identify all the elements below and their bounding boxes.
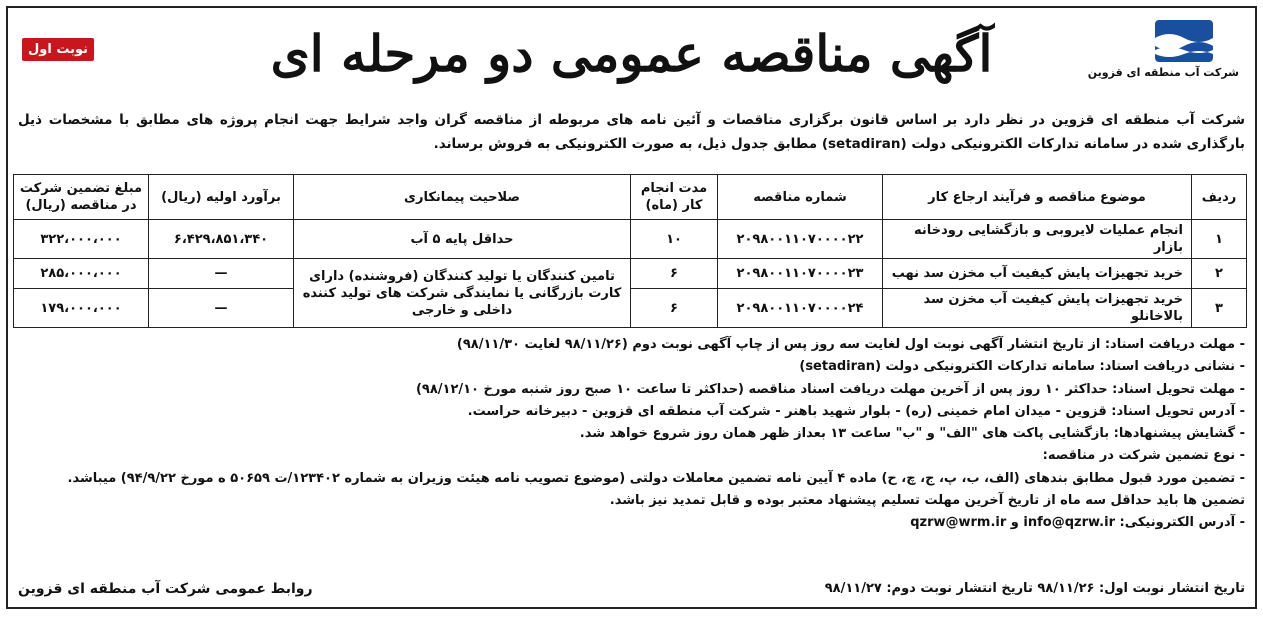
row-estimate: — — [149, 289, 294, 328]
note-delivery-deadline: - مهلت تحویل اسناد: حداکثر ۱۰ روز پس از آخرین مهلت دریافت اسناد مناقصه (حداکثر تا ساعت ۱۰ صبح روز شنبه مورخ ۹۸/۱۲/۱۰) — [415, 381, 1245, 397]
note-guarantee-terms: - تضمین مورد قبول مطابق بندهای (الف، ب، پ، ج، چ، ح) ماده ۴ آیین نامه تضمین معاملات دولتی (موضوع تصویب نامه هیئت وزیران به شماره ۱۲۳۴۰۲/ت ۵۰۶۵۹ ه مورخ ۹۴/۹/۲۲) میباشد. — [67, 470, 1245, 486]
row-duration: ۱۰ — [631, 220, 718, 259]
note-guarantee-validity: تضمین ها باید حداقل سه ماه از تاریخ آخرین مهلت تسلیم پیشنهاد معتبر بوده و قابل تمدید نیز باشد. — [609, 493, 1245, 509]
row-tender-number: ۲۰۹۸۰۰۱۱۰۷۰۰۰۰۲۳ — [718, 259, 883, 289]
row-subject: انجام عملیات لایروبی و بازگشایی رودخانه بازار — [883, 220, 1192, 259]
row-guarantee: ۳۲۲،۰۰۰،۰۰۰ — [14, 220, 149, 259]
row-qualification: حداقل پایه ۵ آب — [294, 220, 631, 259]
shared-qualification: تامین کنندگان یا تولید کنندگان (فروشنده) دارای کارت بازرگانی یا نمایندگی شرکت های تولید کننده داخلی و خارجی — [294, 259, 631, 328]
row-estimate: ۶،۴۲۹،۸۵۱،۳۴۰ — [149, 220, 294, 259]
note-delivery-address: - آدرس تحویل اسناد: قزوین - میدان امام خمینی (ره) - بلوار شهید باهنر - شرکت آب منطقه ای قزوین - دبیرخانه حراست. — [467, 403, 1245, 419]
row-number: ۲ — [1192, 259, 1247, 289]
row-estimate: — — [149, 259, 294, 289]
tender-table — [13, 174, 1247, 328]
col-row-number: ردیف — [1192, 175, 1247, 220]
publication-dates: تاریخ انتشار نوبت اول: ۹۸/۱۱/۲۶ تاریخ انتشار نوبت دوم: ۹۸/۱۱/۲۷ — [824, 581, 1245, 596]
footer — [18, 581, 1245, 597]
row-guarantee: ۱۷۹،۰۰۰،۰۰۰ — [14, 289, 149, 328]
row-tender-number: ۲۰۹۸۰۰۱۱۰۷۰۰۰۰۲۲ — [718, 220, 883, 259]
public-relations: روابط عمومی شرکت آب منطقه ای قزوین — [18, 581, 313, 597]
note-guarantee-type: - نوع تضمین شرکت در مناقصه: — [1042, 448, 1245, 464]
intro-paragraph: شرکت آب منطقه ای قزوین در نظر دارد بر اساس قانون برگزاری مناقصات و آئین نامه های مربوطه از مناقصه گران واجد شرایط جهت انجام پروژه های مطابق با مشخصات ذیل بارگذاری شده در سامانه تدارکات الکترونیکی دولت (setadiran) مطابق جدول ذیل، به صورت الکترونیکی به فروش برساند. — [18, 112, 1245, 152]
row-guarantee: ۲۸۵،۰۰۰،۰۰۰ — [14, 259, 149, 289]
notes-list — [18, 334, 1245, 535]
row-number: ۳ — [1192, 289, 1247, 328]
page-title: آگهی مناقصه عمومی دو مرحله ای — [270, 24, 993, 83]
table-row — [14, 259, 1247, 289]
col-duration: مدت انجام کار (ماه) — [631, 175, 718, 220]
row-tender-number: ۲۰۹۸۰۰۱۱۰۷۰۰۰۰۲۴ — [718, 289, 883, 328]
col-tender-number: شماره مناقصه — [718, 175, 883, 220]
table-row — [14, 220, 1247, 259]
col-qualification: صلاحیت پیمانکاری — [294, 175, 631, 220]
edition-badge: نوبت اول — [22, 38, 94, 61]
logo-caption: شرکت آب منطقه ای قزوین — [1087, 66, 1239, 79]
row-number: ۱ — [1192, 220, 1247, 259]
col-estimate: برآورد اولیه (ریال) — [149, 175, 294, 220]
row-duration: ۶ — [631, 259, 718, 289]
row-duration: ۶ — [631, 289, 718, 328]
note-email: - آدرس الکترونیکی: info@qzrw.ir و qzrw@wrm.ir — [910, 515, 1245, 531]
tender-notice — [6, 6, 1257, 609]
note-document-deadline: - مهلت دریافت اسناد: از تاریخ انتشار آگهی نوبت اول لغایت سه روز پس از چاپ آگهی نوبت دوم (۹۸/۱۱/۲۶ لغایت ۹۸/۱۱/۳۰) — [456, 337, 1245, 352]
table-header-row — [14, 175, 1247, 220]
note-opening: - گشایش پیشنهادها: بازگشایی پاکت های "الف" و "ب" ساعت ۱۳ بعداز ظهر همان روز شروع خواهد شد. — [579, 426, 1245, 442]
row-subject: خرید تجهیزات پایش کیفیت آب مخزن سد بالاخانلو — [883, 289, 1192, 328]
col-guarantee: مبلغ تضمین شرکت در مناقصه (ریال) — [14, 175, 149, 220]
col-subject: موضوع مناقصه و فرآیند ارجاع کار — [883, 175, 1192, 220]
table-row — [14, 289, 1247, 328]
row-subject: خرید تجهیزات پایش کیفیت آب مخزن سد نهب — [883, 259, 1192, 289]
note-document-address: - نشانی دریافت اسناد: سامانه تدارکات الکترونیکی دولت (setadiran) — [799, 359, 1245, 375]
